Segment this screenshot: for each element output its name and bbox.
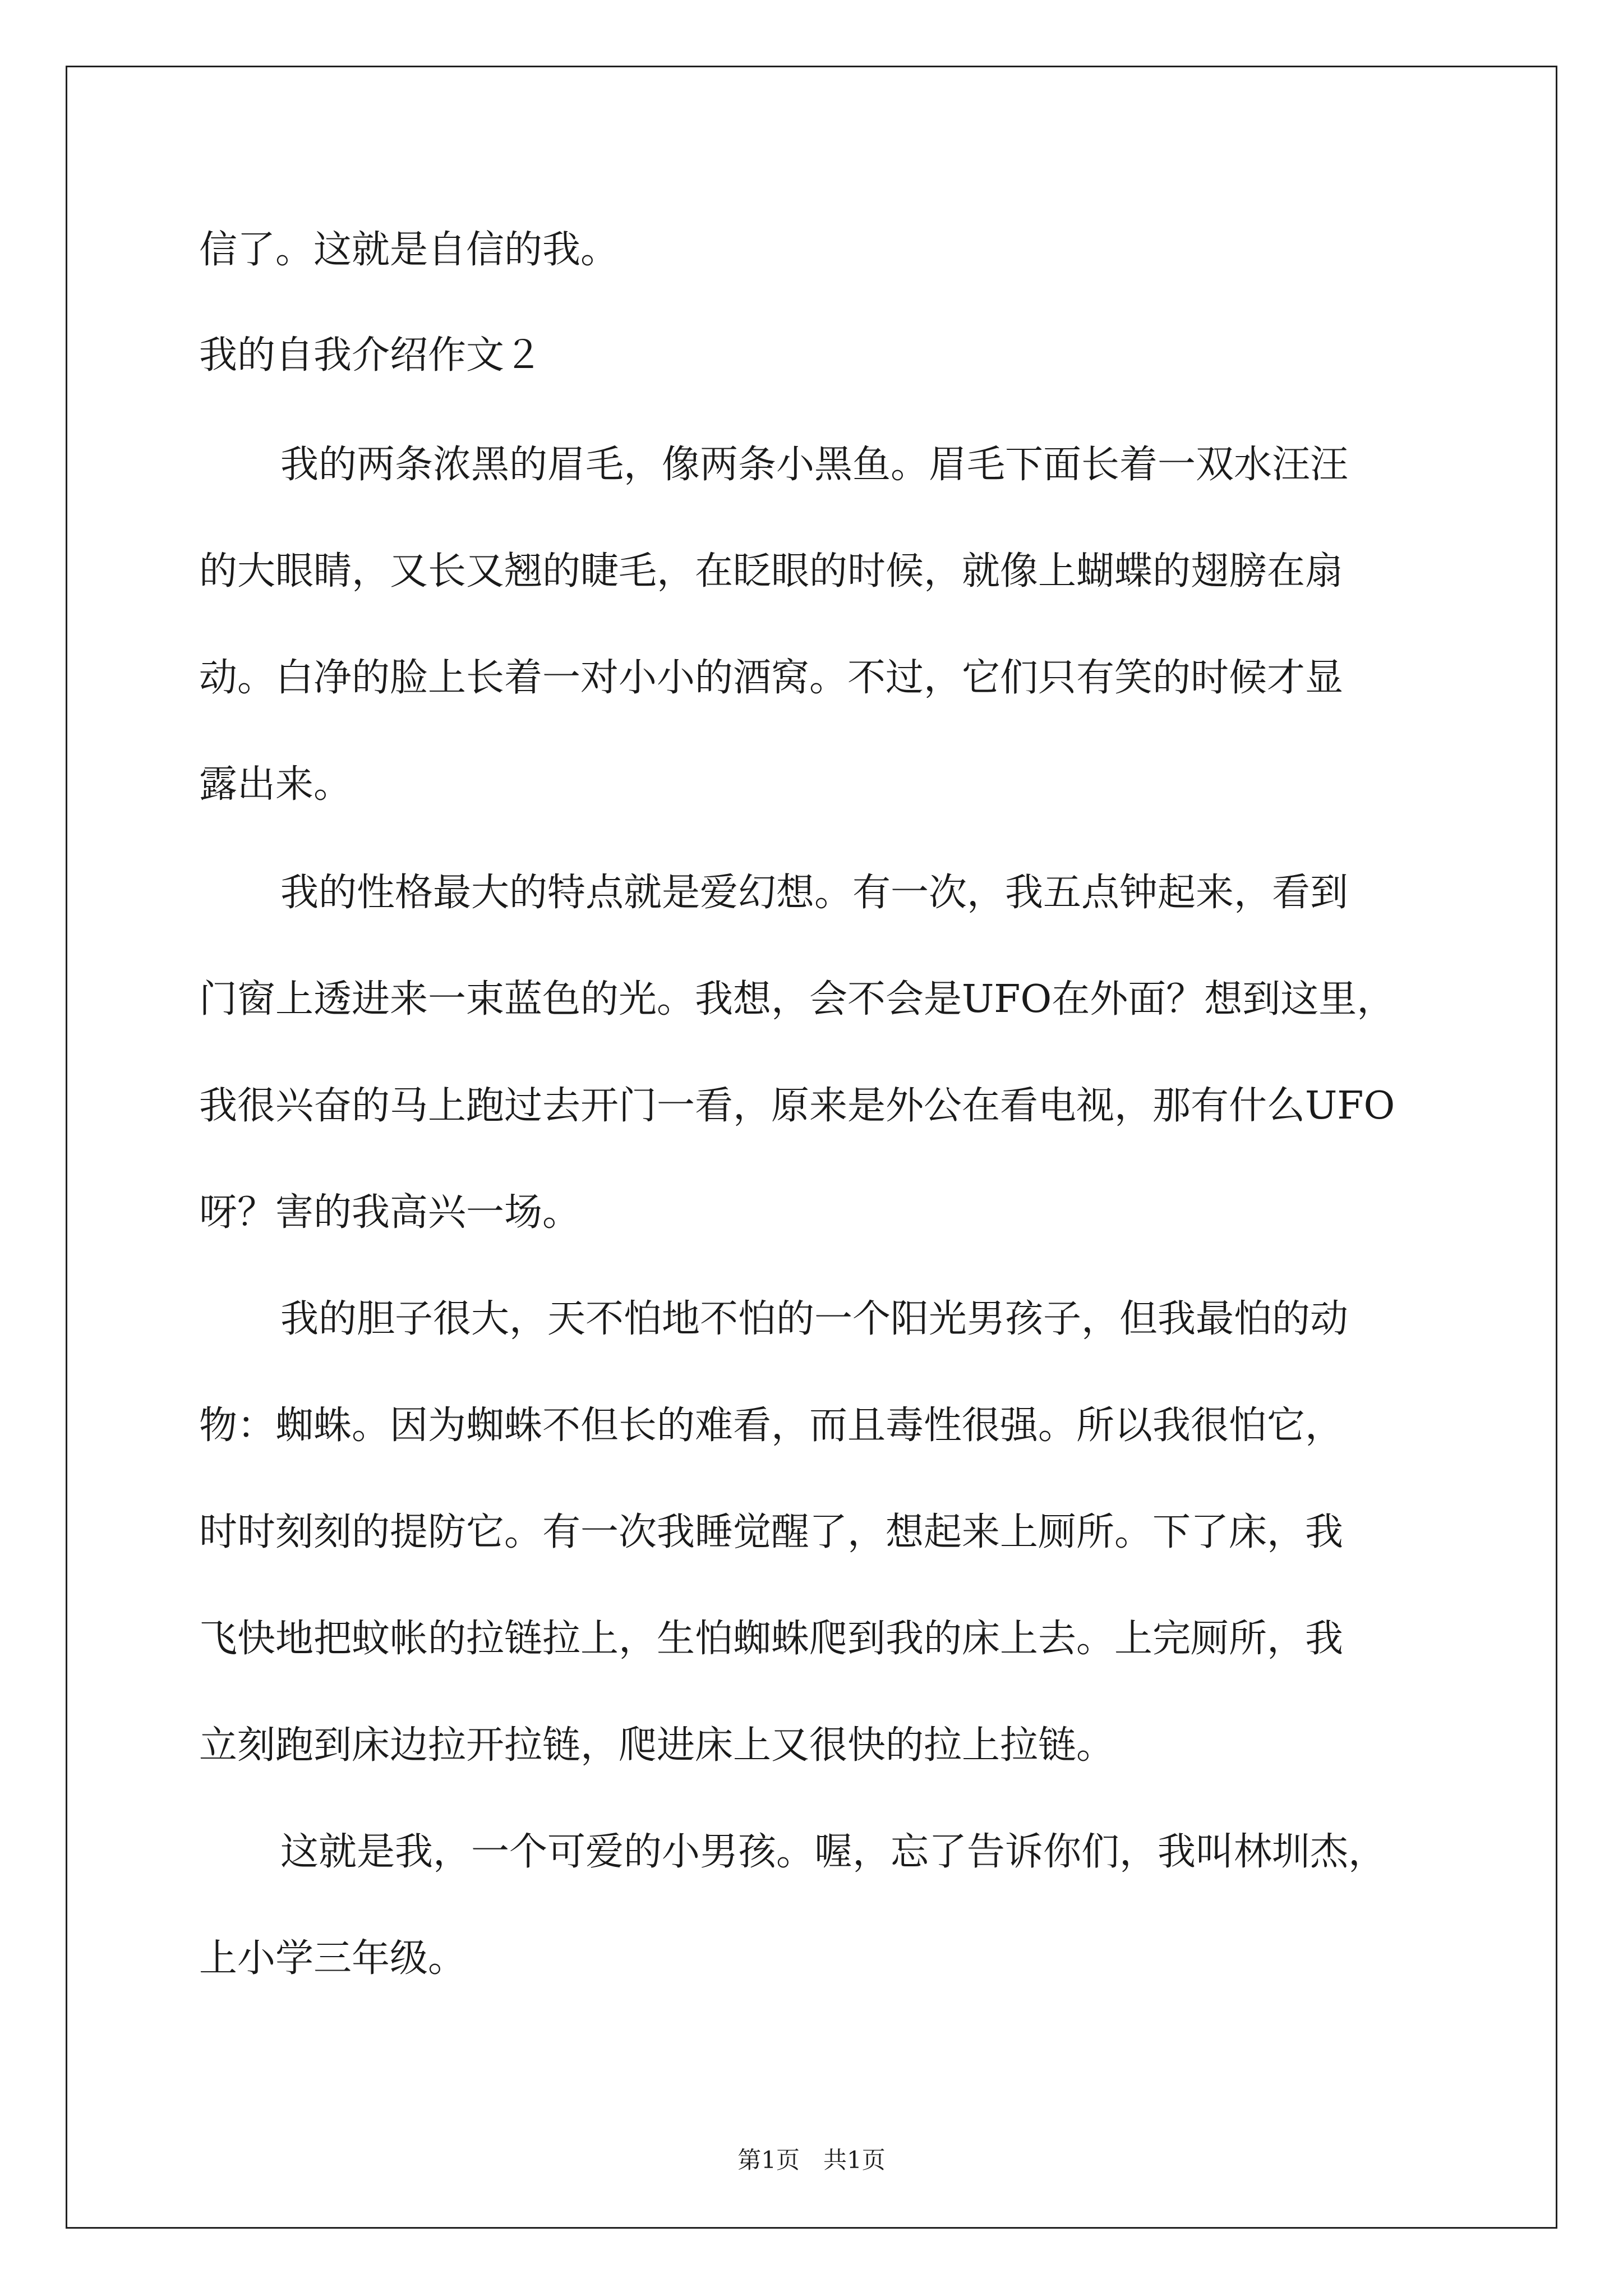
- text-line: 动。白净的脸上长着一对小小的酒窝。不过，它们只有笑的时候才显: [199, 656, 1344, 700]
- page-border: [66, 66, 1557, 2229]
- text-line: 我的胆子很大，天不怕地不怕的一个阳光男孩子，但我最怕的动: [280, 1297, 1349, 1341]
- text-line: 信了。这就是自信的我。: [199, 228, 619, 272]
- text-line: 时时刻刻的提防它。有一次我睡觉醒了，想起来上厕所。下了床，我: [199, 1510, 1344, 1554]
- text-line: 飞快地把蚊帐的拉链拉上，生怕蜘蛛爬到我的床上去。上完厕所，我: [199, 1617, 1344, 1661]
- text-line: 露出来。: [199, 762, 352, 807]
- text-line: 这就是我，一个可爱的小男孩。喔，忘了告诉你们，我叫林圳杰，: [280, 1830, 1387, 1874]
- text-line: 我的性格最大的特点就是爱幻想。有一次，我五点钟起来，看到: [280, 871, 1349, 915]
- text-line: 我的两条浓黑的眉毛，像两条小黑鱼。眉毛下面长着一双水汪汪: [280, 443, 1349, 487]
- text-line: 我很兴奋的马上跑过去开门一看，原来是外公在看电视，那有什么UFO: [199, 1084, 1395, 1128]
- text-line: 的大眼睛，又长又翘的睫毛，在眨眼的时候，就像上蝴蝶的翅膀在扇: [199, 549, 1344, 593]
- text-line: 门窗上透进来一束蓝色的光。我想，会不会是UFO在外面？想到这里，: [199, 977, 1395, 1022]
- text-line: 上小学三年级。: [199, 1936, 467, 1981]
- section-heading: 我的自我介绍作文２: [199, 333, 543, 378]
- text-line: 物：蜘蛛。因为蜘蛛不但长的难看，而且毒性很强。所以我很怕它，: [199, 1404, 1344, 1448]
- text-line: 立刻跑到床边拉开拉链，爬进床上又很快的拉上拉链。: [199, 1723, 1115, 1768]
- page-number: 第1页 共1页: [737, 2146, 886, 2174]
- text-line: 呀？害的我高兴一场。: [199, 1190, 581, 1235]
